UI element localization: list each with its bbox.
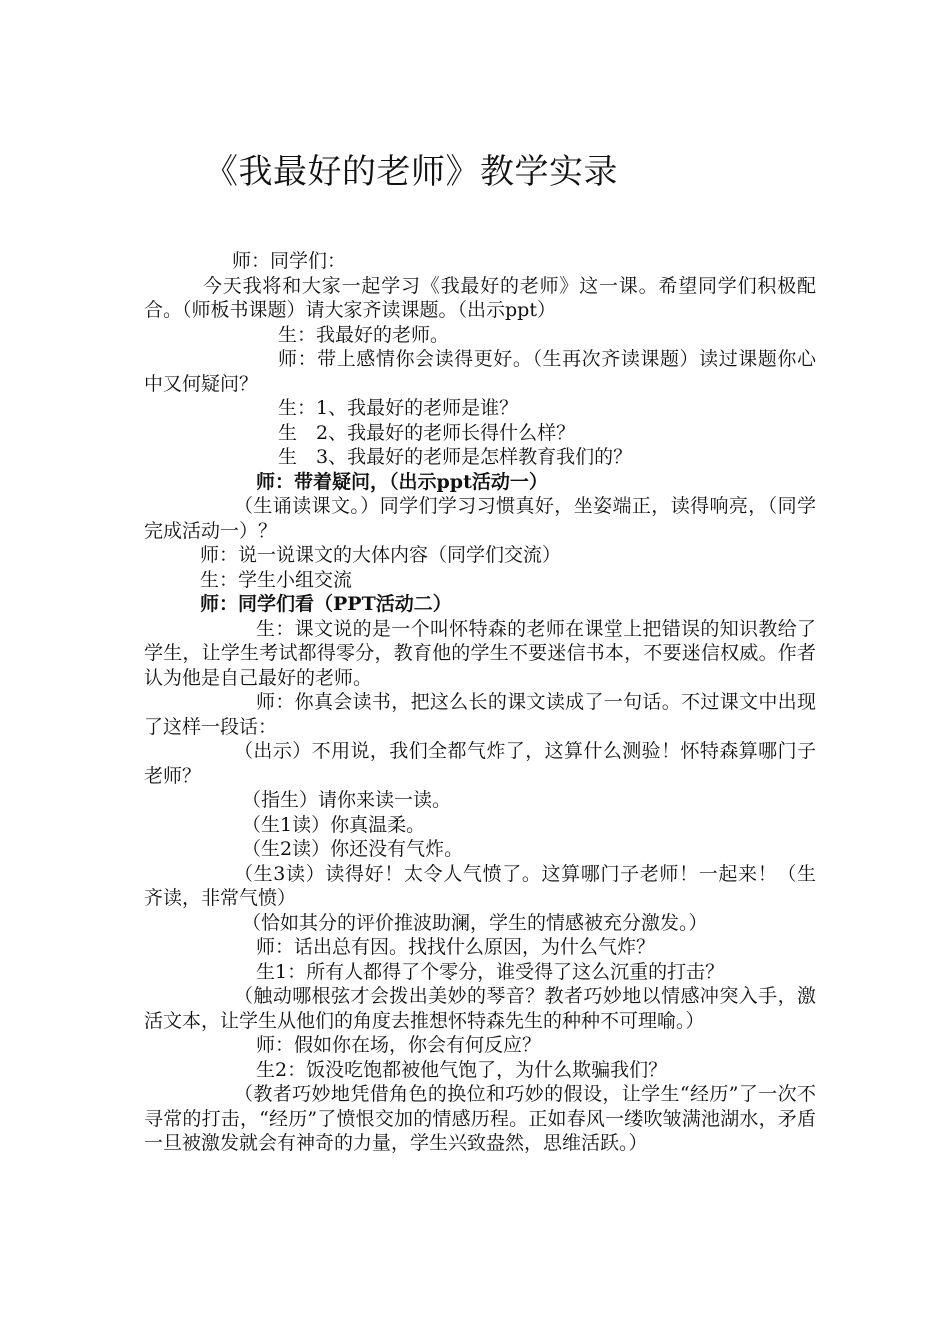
- paragraph: 生 3、我最好的老师是怎样教育我们的？: [278, 446, 633, 468]
- paragraph: （指生）请你来读一读。: [242, 789, 452, 811]
- paragraph: 师：带着疑问，（出示ppt活动一）: [256, 470, 548, 493]
- paragraph: 生：课文说的是一个叫怀特森的老师在课堂上把错误的知识教给了学生，让学生考试都得零分，教育他的学生不要迷信书本，不要迷信权威。作者认为他是自己最好的老师。: [144, 617, 816, 689]
- paragraph: 今天我将和大家一起学习《我最好的老师》这一课。希望同学们积极配合。（师板书课题）请大家齐读课题。（出示ppt）: [144, 274, 816, 321]
- paragraph: （生1读）你真温柔。: [242, 813, 426, 836]
- paragraph: 师：你真会读书，把这么长的课文读成了一句话。不过课文中出现了这样一段话：: [144, 691, 816, 738]
- paragraph: （生2读）你还没有气炸。: [242, 838, 464, 860]
- paragraph: （恰如其分的评价推波助澜，学生的情感被充分激发。）: [242, 911, 708, 934]
- paragraph: 师：假如你在场，你会有何反应？: [256, 1034, 542, 1056]
- paragraph: 生：学生小组交流: [200, 568, 353, 591]
- paragraph: 生1：所有人都得了个零分，谁受得了这么沉重的打击？: [256, 960, 725, 983]
- paragraph: 师：同学们看（PPT活动二）: [200, 593, 452, 615]
- document-title: 《我最好的老师》教学实录: [204, 152, 618, 192]
- paragraph: 师：同学们：: [232, 250, 347, 272]
- paragraph: （触动哪根弦才会拨出美妙的琴音？教者巧妙地以情感冲突入手，激活文本，让学生从他们的角度去推想怀特森先生的种种不可理喻。）: [144, 985, 816, 1032]
- paragraph: 生2：饭没吃饱都被他气饱了，为什么欺骗我们？: [256, 1058, 668, 1081]
- paragraph: 生：我最好的老师。: [278, 323, 450, 346]
- document-body: [144, 249, 816, 1156]
- paragraph: 生：1、我最好的老师是谁？: [278, 397, 519, 419]
- paragraph: （教者巧妙地凭借角色的换位和巧妙的假设，让学生“经历”了一次不寻常的打击，“经历”了愤恨交加的情感历程。正如春风一缕吹皱满池湖水，矛盾一旦被激发就会有神奇的力量，学生兴致盎然，思维活跃。）: [144, 1083, 816, 1154]
- paragraph: （生诵读课文。）同学们学习习惯真好，坐姿端正，读得响亮，（同学完成活动一）？: [144, 495, 816, 542]
- paragraph: 师：话出总有因。找找什么原因，为什么气炸？: [256, 936, 656, 958]
- paragraph: 生 2、我最好的老师长得什么样？: [278, 421, 576, 444]
- paragraph: 师：带上感情你会读得更好。（生再次齐读课题）读过课题你心中又何疑问？: [144, 348, 816, 395]
- paragraph: （生3读）读得好！太令人气愤了。这算哪门子老师！一起来！（生齐读，非常气愤）: [144, 862, 816, 909]
- paragraph: 师：说一说课文的大体内容（同学们交流）: [200, 544, 562, 566]
- paragraph: （出示）不用说，我们全都气炸了，这算什么测验！怀特森算哪门子老师？: [144, 740, 816, 787]
